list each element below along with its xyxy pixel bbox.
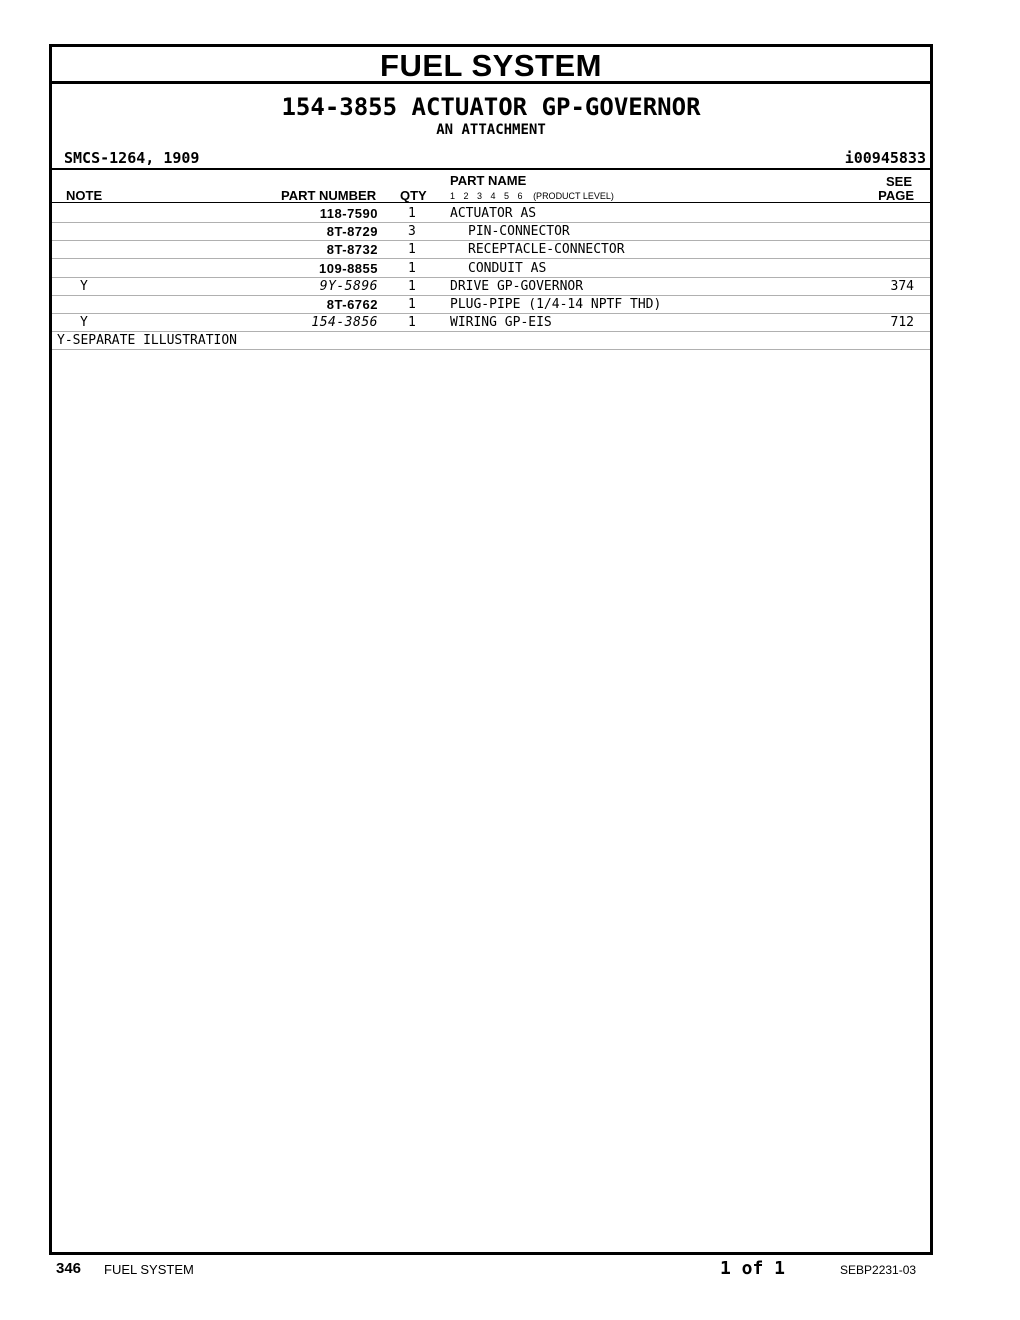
part-number-cell: 154-3856 <box>311 315 378 331</box>
table-row <box>52 277 930 296</box>
table-row <box>52 313 930 332</box>
part-number-cell: 8T-8732 <box>326 242 378 258</box>
part-name-cell: PIN-CONNECTOR <box>468 224 570 240</box>
note-cell: Y <box>80 278 88 294</box>
qty-cell: 3 <box>408 224 416 240</box>
group-title: 154-3855 ACTUATOR GP-GOVERNOR <box>281 93 701 121</box>
see-page-cell: 374 <box>890 278 914 294</box>
table-row <box>52 222 930 241</box>
part-number-cell: 9Y-5896 <box>319 278 378 294</box>
part-name-cell: PLUG-PIPE (1/4-14 NPTF THD) <box>450 297 662 312</box>
header-see: SEE <box>885 174 912 189</box>
table-row <box>52 295 930 314</box>
header-product-levels <box>450 191 614 201</box>
header-page: PAGE <box>878 188 914 203</box>
qty-cell: 1 <box>408 260 416 276</box>
part-number-cell: 118-7590 <box>319 206 378 221</box>
level-numbers: 1 2 3 4 5 6 <box>450 191 523 201</box>
footnote-row <box>52 331 930 350</box>
part-number-cell: 8T-8729 <box>326 224 378 240</box>
part-name-cell: RECEPTACLE-CONNECTOR <box>468 242 625 258</box>
part-name-cell: CONDUIT AS <box>468 260 547 276</box>
parts-page-frame <box>49 44 933 1255</box>
footer-section: FUEL SYSTEM <box>104 1262 194 1277</box>
header-top-rule <box>52 168 930 170</box>
qty-cell: 1 <box>408 278 416 294</box>
group-subtitle: AN ATTACHMENT <box>436 122 546 138</box>
qty-cell: 1 <box>408 297 416 312</box>
header-note: NOTE <box>66 188 103 203</box>
header-part-name: PART NAME <box>450 173 527 188</box>
qty-cell: 1 <box>408 242 416 258</box>
table-row <box>52 204 930 223</box>
header-part-number: PART NUMBER <box>281 188 377 203</box>
qty-cell: 1 <box>408 315 416 331</box>
qty-cell: 1 <box>408 206 416 221</box>
footer-doc-id: SEBP2231-03 <box>840 1263 917 1277</box>
part-name-cell: DRIVE GP-GOVERNOR <box>450 278 584 294</box>
note-cell: Y <box>80 315 88 331</box>
part-name-cell: WIRING GP-EIS <box>450 315 552 331</box>
part-number-cell: 8T-6762 <box>326 297 378 312</box>
table-row <box>52 259 930 278</box>
footer-page-number: 346 <box>56 1260 82 1277</box>
header-qty: QTY <box>400 188 427 203</box>
table-row <box>52 240 930 259</box>
see-page-cell: 712 <box>890 315 914 331</box>
product-level-label: (PRODUCT LEVEL) <box>533 191 614 201</box>
footnote-text: Y-SEPARATE ILLUSTRATION <box>57 333 238 349</box>
section-title: FUEL SYSTEM <box>52 47 930 84</box>
part-name-cell: ACTUATOR AS <box>450 206 537 221</box>
illustration-id: i00945833 <box>844 149 926 167</box>
smcs-code: SMCS-1264, 1909 <box>64 149 200 167</box>
header-bottom-rule <box>52 202 930 203</box>
footer-page-of: 1 of 1 <box>720 1258 786 1279</box>
part-number-cell: 109-8855 <box>319 260 378 276</box>
